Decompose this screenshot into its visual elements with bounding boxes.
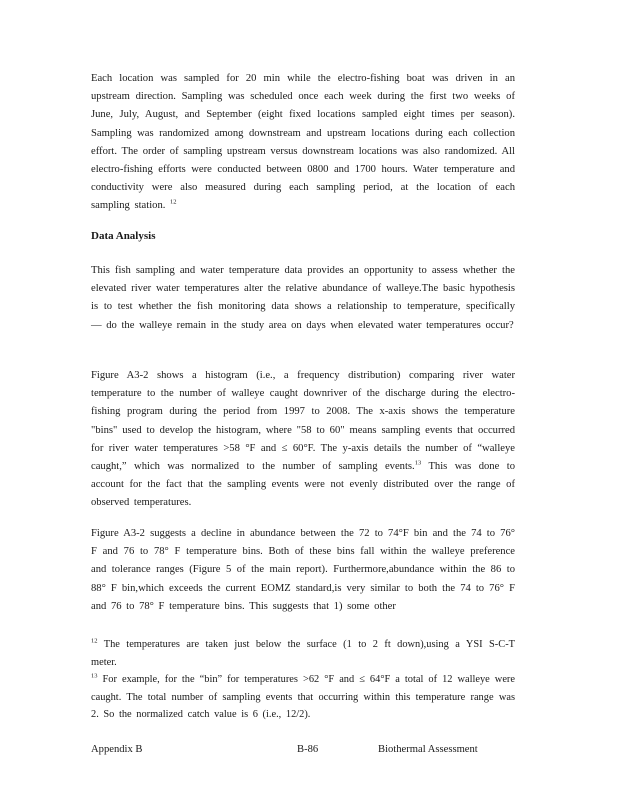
footer-page-number: B-86	[297, 744, 319, 755]
paragraph-hypothesis: This fish sampling and water temperature data provides an opportunity to assess whether the elevated river water temperatures alter the relative abundance of walleye.The basic hypothesis is to test whether the fish monitoring data shows a relationship to temperature, specifically — do the walleye remain in the study area on days when elevated water temperatures occur?	[91, 265, 515, 331]
paragraph-text: Figure A3-2 shows a histogram (i.e., a frequency distribution) comparing river water temperature to the number of walleye caught downriver of the discharge during the electro-fishing program during the period from 1997 to 2008. The x-axis shows the temperature "bins" used to develop the histogram, where "58 to 60" means sampling events that occurred for river water temperatures >58 °F and ≤ 60°F. The y-axis details the number of “walleye caught,” which was normalized to the number of sampling events.	[91, 370, 515, 473]
paragraph-findings: Figure A3-2 suggests a decline in abundance between the 72 to 74°F bin and the 74 to 76° F and 76 to 78° F temperature bins. Both of these bins fall within the walleye preference and tolerance ranges (Figure 5 of the main report). Furthermore,abundance within the 86 to 88° F bin,which exceeds the current EOMZ standard,is very similar to both the 74 to 76° F and 76 to 78° F temperature bins. This suggests that 1) some other	[91, 528, 515, 612]
footnote-text: For example, for the “bin” for temperatures >62 °F and ≤ 64°F a total of 12 walleye were caught. The total number of sampling events that occurring within this temperature range was 2. So the normalized catch value is 6 (i.e., 12/2).	[91, 674, 515, 721]
footer-right: Biothermal Assessment	[378, 744, 478, 755]
footnote-marker: 12	[91, 637, 98, 645]
paragraph-text-continued: This was done to account for the fact that the sampling events were not evenly distributed over the range of observed temperatures.	[91, 461, 515, 509]
footnote-13	[91, 671, 515, 724]
section-heading: Data Analysis	[91, 230, 156, 242]
paragraph-sampling-method	[91, 70, 515, 216]
footnote-text: The temperatures are taken just below the surface (1 to 2 ft down),using a YSI S-C-T meter.	[91, 639, 515, 668]
paragraph-text: Each location was sampled for 20 min while the electro-fishing boat was driven in an upstream direction. Sampling was scheduled once each week during the first two weeks of June, July, August, and September (eight fixed locations sampled eight times per season). Sampling was randomized among downstream and upstream locations during each collection effort. The order of sampling upstream versus downstream locations was also randomized. All electro-fishing efforts were conducted between 0800 and 1700 hours. Water temperature and conductivity were also measured during each sampling period, at the location of each sampling station.	[91, 73, 515, 212]
footnote-reference: 13	[414, 459, 422, 467]
footnote-marker: 13	[91, 672, 98, 680]
footnote-reference: 12	[170, 198, 177, 206]
footnote-12	[91, 636, 515, 671]
footer-left: Appendix B	[91, 744, 143, 755]
paragraph-figure-description	[91, 367, 515, 513]
